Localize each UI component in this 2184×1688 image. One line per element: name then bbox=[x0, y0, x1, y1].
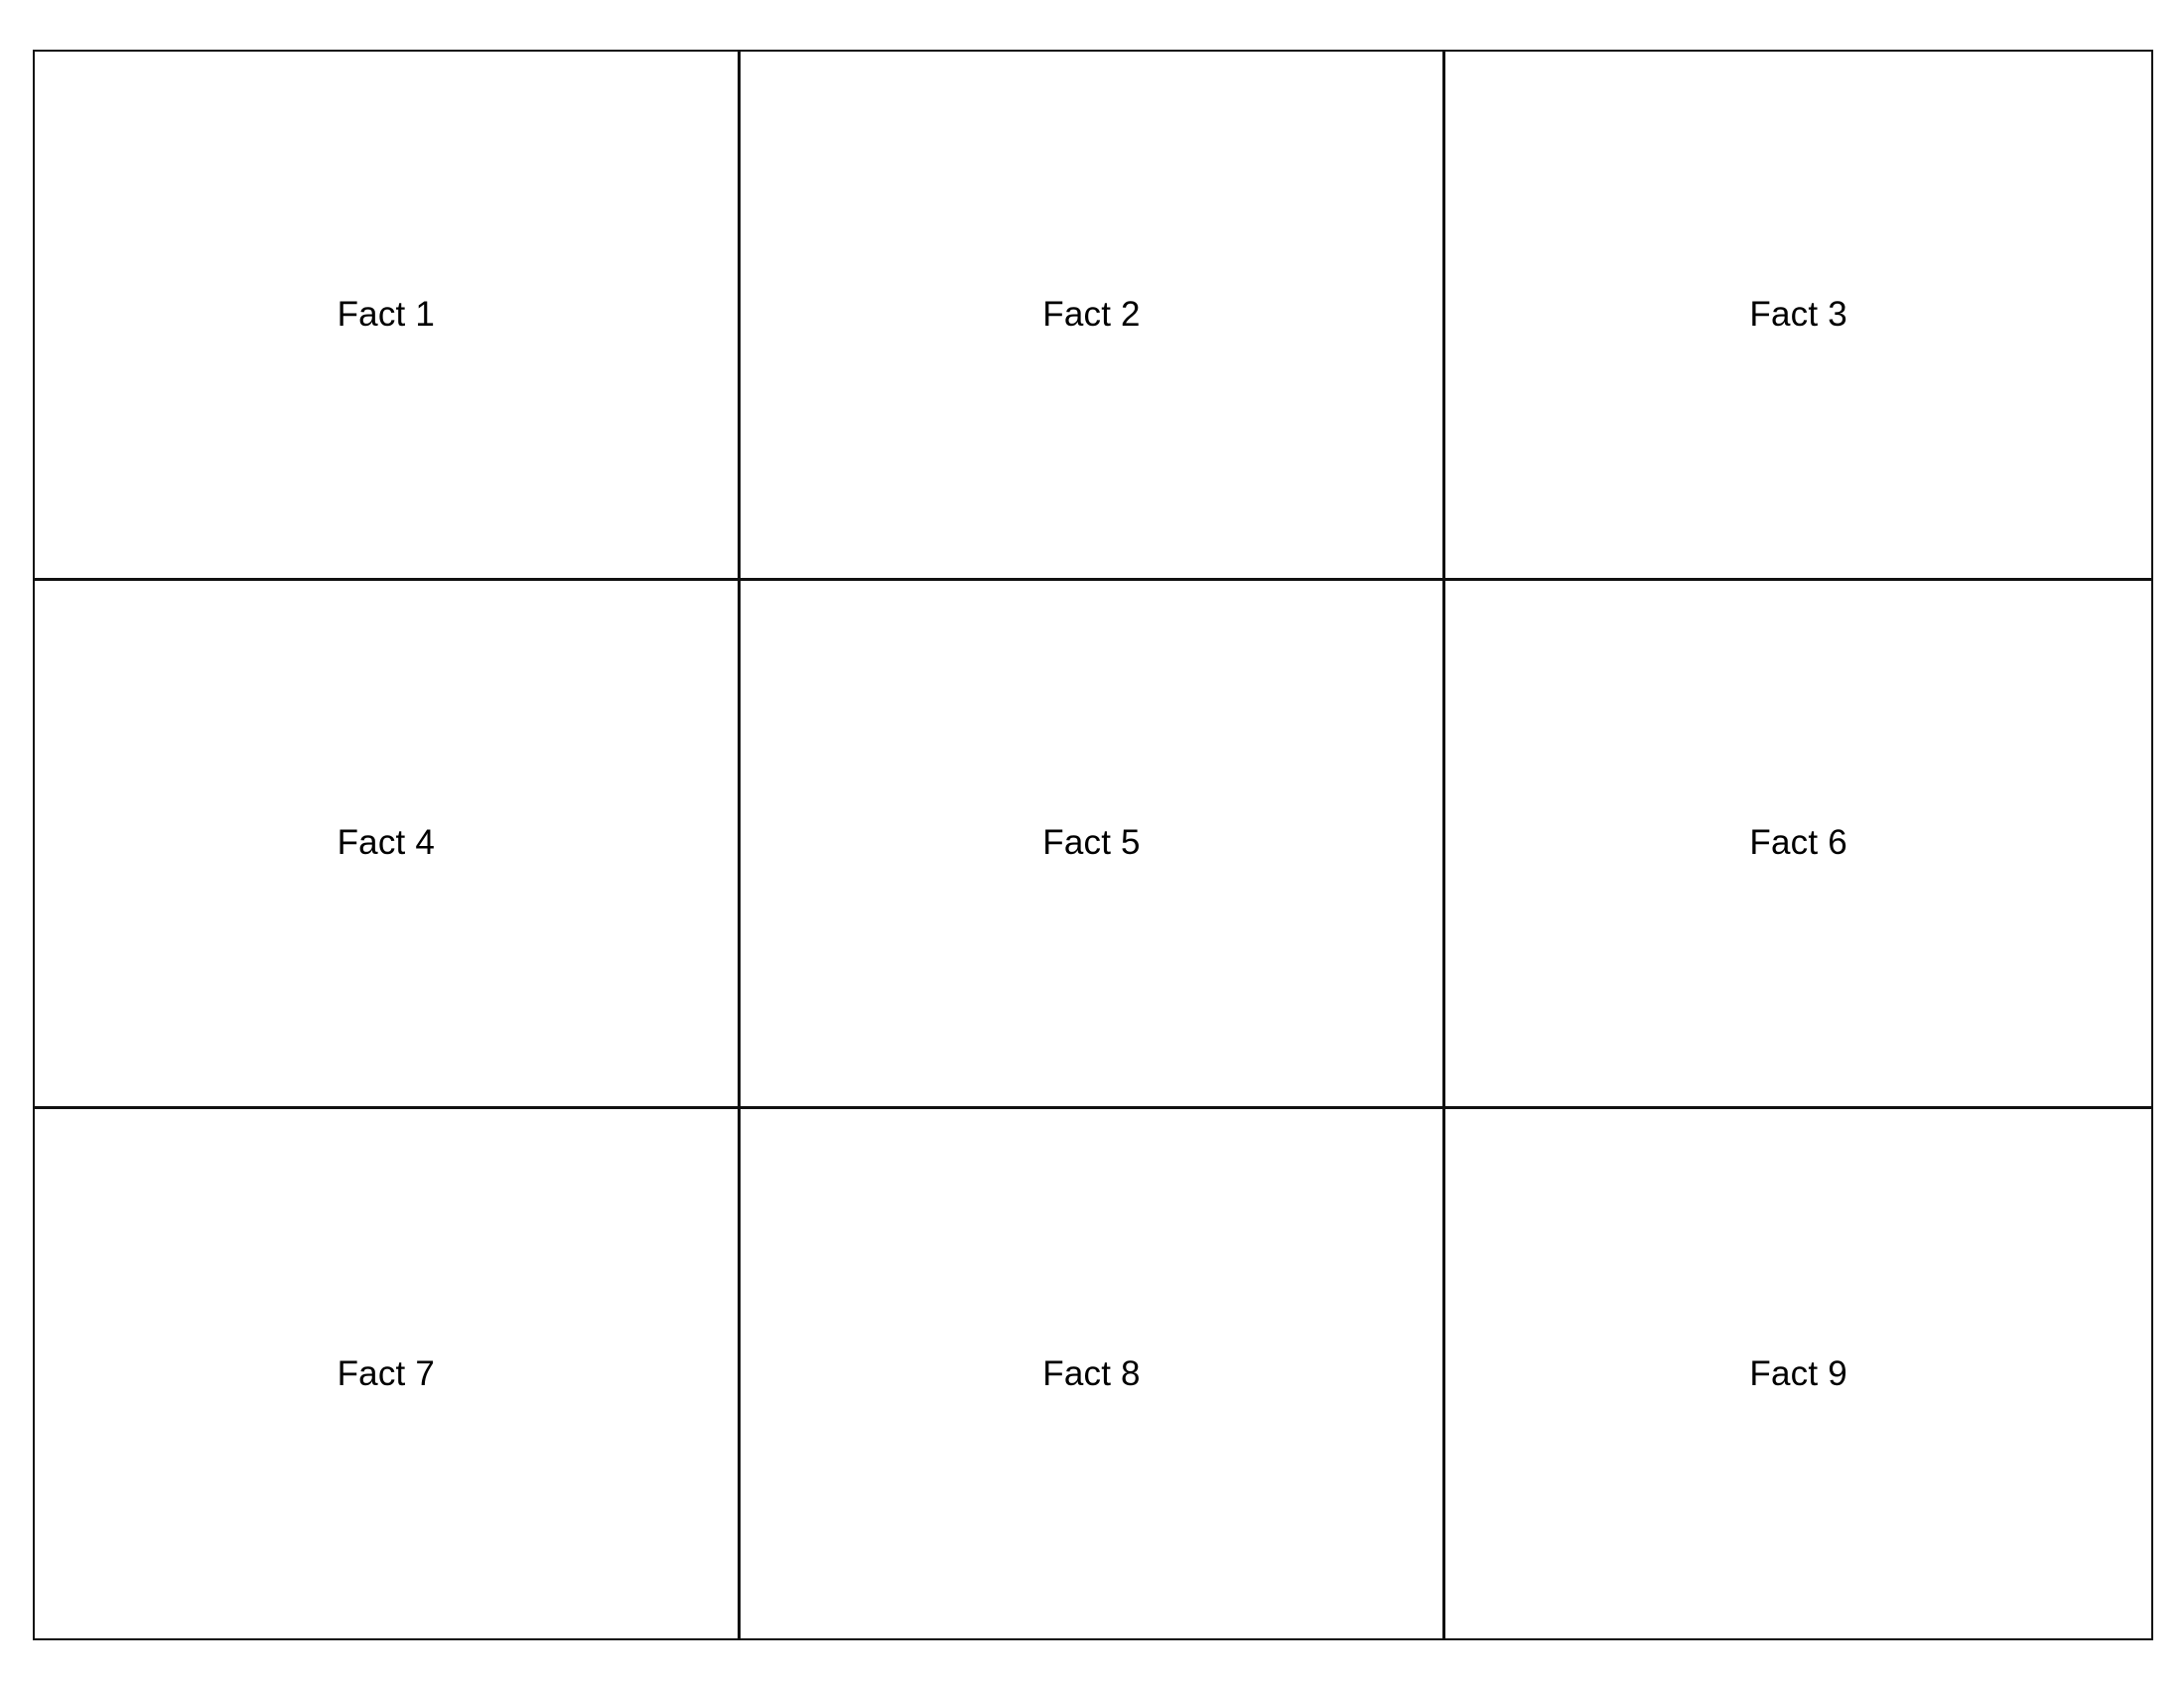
fact-label-5: Fact 5 bbox=[1042, 823, 1141, 863]
fact-card-7 bbox=[35, 1109, 741, 1638]
fact-card-2 bbox=[741, 52, 1446, 581]
fact-card-3 bbox=[1445, 52, 2151, 581]
fact-card-6 bbox=[1445, 581, 2151, 1110]
fact-label-9: Fact 9 bbox=[1749, 1353, 1847, 1393]
fact-card-4 bbox=[35, 581, 741, 1110]
fact-card-grid bbox=[33, 50, 2153, 1640]
fact-card-1 bbox=[35, 52, 741, 581]
fact-label-3: Fact 3 bbox=[1749, 294, 1847, 334]
fact-card-9 bbox=[1445, 1109, 2151, 1638]
fact-card-5 bbox=[741, 581, 1446, 1110]
fact-label-4: Fact 4 bbox=[337, 823, 436, 863]
fact-card-8 bbox=[741, 1109, 1446, 1638]
fact-label-7: Fact 7 bbox=[337, 1353, 436, 1393]
fact-label-1: Fact 1 bbox=[337, 294, 436, 334]
fact-label-2: Fact 2 bbox=[1042, 294, 1141, 334]
fact-label-6: Fact 6 bbox=[1749, 823, 1847, 863]
fact-label-8: Fact 8 bbox=[1042, 1353, 1141, 1393]
